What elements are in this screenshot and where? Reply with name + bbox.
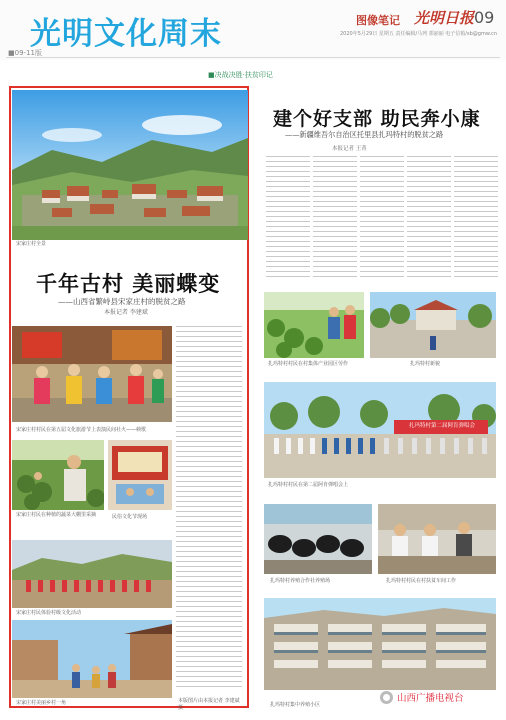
edition-label: ■09-11版 (8, 49, 42, 57)
source-watermark (380, 690, 464, 704)
article-body-text (266, 156, 310, 281)
article-body-text (313, 156, 357, 281)
article-body-text (454, 156, 498, 281)
music-festival-photo (264, 382, 496, 478)
left-article-subhead: ——山西省繁峙县宋家庄村的脱贫之路 (58, 297, 186, 306)
watermark-text: 山西广播电视台 (397, 693, 464, 704)
folk-festival-photo (108, 440, 172, 510)
photo-caption: 扎玛特村集中养殖小区 (270, 702, 321, 708)
photo-caption: 宋家庄村村民在第五届文化旅游节上表演民间社火——秧歌 (16, 427, 147, 433)
page-number: 09 (474, 8, 495, 27)
column-kicker: ■决战决胜·扶贫印记 (208, 71, 273, 79)
section-name: 图像笔记 (356, 14, 400, 27)
left-article-byline: 本报记者 李建斌 (104, 309, 148, 316)
village-panorama-photo (12, 90, 248, 240)
article-body-text (407, 156, 451, 281)
photo-caption: 宋家庄村美丽乡村一角 (16, 700, 67, 706)
right-article-headline[interactable]: 建个好支部 助民奔小康 (273, 108, 481, 130)
photo-caption: 民俗文化节现场 (112, 514, 148, 520)
page-title: 光明文化周末 (30, 16, 222, 52)
article-body-text (360, 156, 404, 281)
breeding-area-photo (264, 598, 496, 690)
article-body-text (176, 326, 242, 691)
photo-caption: 扎玛特村村民在第二届阿肯弹唱会上 (268, 482, 349, 488)
photo-caption: 扎玛特村村民在村扶贫车间工作 (386, 578, 457, 584)
photo-caption: 扎玛特村新貌 (410, 361, 441, 367)
farming-photo (264, 292, 364, 358)
right-article-byline: 本报记者 王菁 (332, 146, 367, 152)
festival-banner-text: 扎玛特村第二届阿肯弹唱会 (408, 423, 475, 429)
masthead (0, 0, 506, 60)
farmer-greenhouse-photo (12, 440, 104, 510)
dance-troupe-photo (12, 540, 172, 608)
photo-caption: 扎玛特村村民在村集体产业园区劳作 (268, 361, 349, 367)
masthead-divider (6, 57, 500, 58)
right-article-subhead: ——新疆维吾尔自治区托里县扎玛特村的脱贫之路 (285, 130, 444, 139)
photo-caption: 扎玛特村养殖合作社养殖场 (270, 578, 331, 584)
masthead-infoline: 2020年5月29日 星期五 责任编辑/马列 郭丽丽 电子信箱/sb@gmw.cn (340, 31, 497, 37)
village-street-photo (12, 620, 172, 698)
workshop-photo (378, 504, 496, 574)
photo-caption: 宋家庄村民在种植的蔬菜大棚里采摘 (16, 512, 97, 518)
photo-caption: 宋家庄村民体验村级文化活动 (16, 610, 82, 616)
photo-caption: 宋家庄村全景 (16, 241, 47, 247)
cattle-farm-photo (264, 504, 372, 574)
village-new-look-photo (370, 292, 496, 358)
yangko-performance-photo (12, 326, 172, 422)
newspaper-logo: 光明日报 (414, 9, 475, 27)
left-article-headline[interactable]: 千年古村 美丽蝶变 (36, 271, 221, 296)
photo-credit: 本版图片由本报记者 李建斌摄 (178, 698, 240, 711)
wechat-icon (380, 691, 393, 704)
